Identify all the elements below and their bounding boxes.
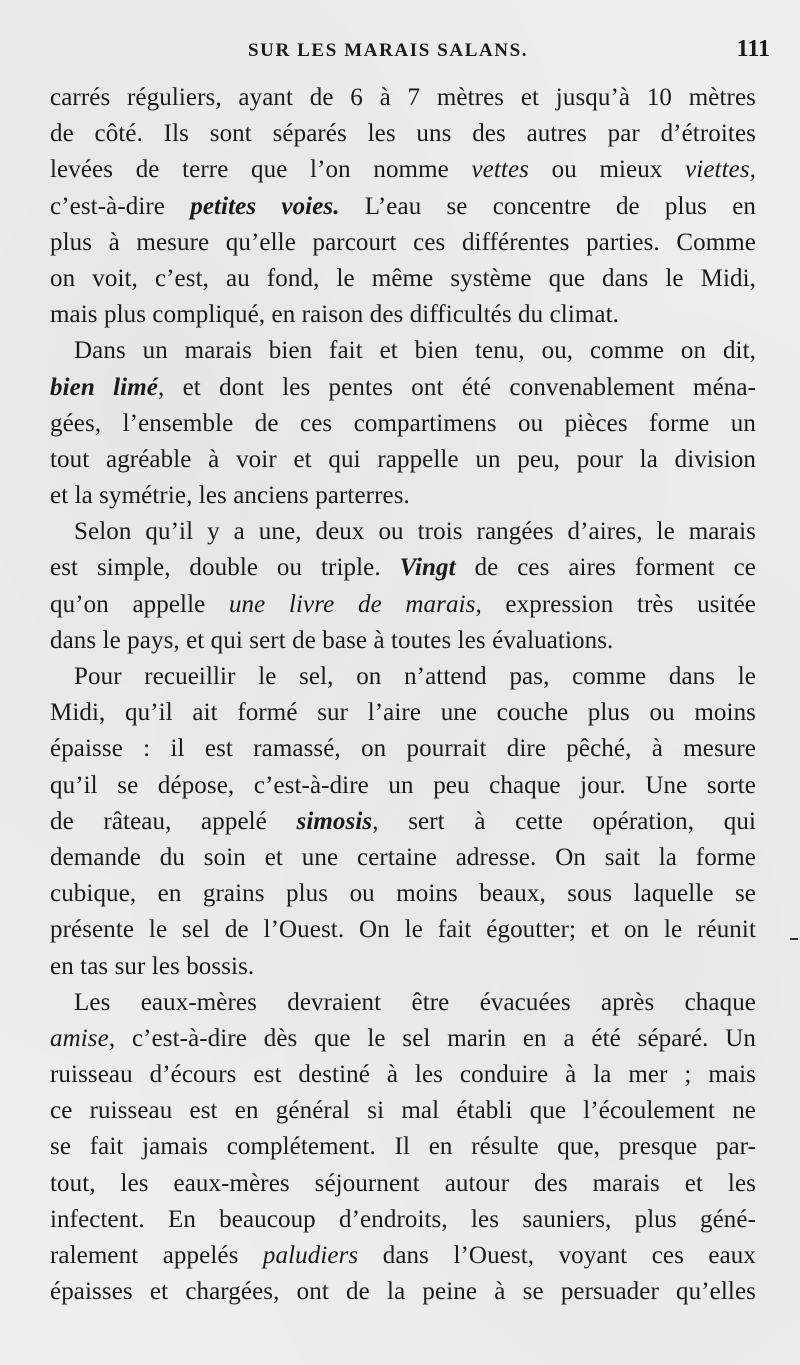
- text-line: se fait jamais complétement. Il en résulte que, presque par-: [50, 1133, 756, 1161]
- text-fragment: , sert à cette opération, qui: [372, 807, 756, 835]
- text-line: tout agréable à voir et qui rappelle un peu, pour la division: [50, 445, 756, 473]
- text-line: demande du soin et une certaine adresse. On sait la forme: [50, 843, 756, 871]
- text-line: Les eaux-mères devraient être évacuées après chaque: [74, 988, 756, 1016]
- text-fragment: levées de terre que l’on nomme: [50, 156, 449, 184]
- italic-term: viettes,: [685, 156, 757, 184]
- italic-term: une livre de marais,: [228, 590, 482, 618]
- italic-term: simosis: [296, 807, 373, 835]
- text-fragment: de râteau, appelé: [50, 807, 267, 835]
- text-line: [50, 550, 756, 586]
- text-fragment: ralement appelés: [50, 1242, 239, 1269]
- text-line: [50, 152, 756, 188]
- text-line: qu’il se dépose, c’est-à-dire un peu chaque jour. Une sorte: [50, 771, 756, 799]
- text-line: plus à mesure qu’elle parcourt ces différentes parties. Comme: [50, 228, 756, 256]
- text-line: on voit, c’est, au fond, le même système que dans le Midi,: [50, 264, 756, 292]
- text-fragment: dans l’Ouest, voyant ces eaux: [382, 1242, 756, 1269]
- italic-term: vettes: [471, 156, 529, 184]
- text-line: [50, 1238, 756, 1274]
- text-line: ruisseau d’écours est destiné à les conduire à la mer ; mais: [50, 1061, 756, 1089]
- text-line: [50, 804, 756, 840]
- text-line: [50, 1021, 756, 1057]
- text-line: dans le pays, et qui sert de base à toutes les évaluations.: [50, 626, 614, 654]
- page-number: 111: [736, 36, 770, 62]
- text-fragment: L’eau se concentre de plus en: [364, 192, 756, 220]
- italic-term: paludiers: [262, 1242, 359, 1269]
- text-fragment: expression très usitée: [505, 590, 756, 618]
- italic-term: petites voies.: [190, 192, 340, 220]
- running-title: SUR LES MARAIS SALANS.: [248, 40, 529, 61]
- text-fragment: , et dont les pentes ont été convenablement ména-: [157, 373, 756, 401]
- italic-term: Vingt: [399, 554, 456, 582]
- text-line: présente le sel de l’Ouest. On le fait égoutter; et on le réunit: [50, 916, 756, 944]
- body-text: [50, 80, 756, 1310]
- text-fragment: qu’on appelle: [50, 590, 206, 618]
- text-line: [50, 189, 756, 225]
- text-fragment: ou mieux: [551, 156, 663, 184]
- text-line: et la symétrie, les anciens parterres.: [50, 482, 410, 510]
- italic-term: amise: [50, 1024, 109, 1052]
- text-fragment: de ces aires forment ce: [474, 554, 756, 582]
- text-line: mais plus compliqué, en raison des difficultés du climat.: [50, 301, 620, 329]
- text-line: épaisse : il est ramassé, on pourrait dire pêché, à mesure: [50, 735, 756, 763]
- text-line: carrés réguliers, ayant de 6 à 7 mètres et jusqu’à 10 mètres: [50, 84, 756, 111]
- text-line: [50, 370, 756, 406]
- text-line: tout, les eaux-mères séjournent autour des marais et les: [50, 1169, 756, 1197]
- text-line: en tas sur les bossis.: [50, 952, 255, 980]
- text-line: Selon qu’il y a une, deux ou trois rangées d’aires, le marais: [74, 518, 756, 546]
- text-line: de côté. Ils sont séparés les uns des autres par d’étroites: [50, 120, 756, 148]
- text-fragment: est simple, double ou triple.: [50, 554, 381, 582]
- text-line: Pour recueillir le sel, on n’attend pas, comme dans le: [74, 663, 756, 690]
- text-fragment: c’est-à-dire: [50, 192, 166, 220]
- text-fragment: , c’est-à-dire dès que le sel marin en a été séparé. Un: [108, 1024, 756, 1052]
- text-line: cubique, en grains plus ou moins beaux, sous laquelle se: [50, 880, 756, 908]
- text-line: [50, 587, 756, 623]
- text-line: infectent. En beaucoup d’endroits, les sauniers, plus géné-: [50, 1205, 756, 1233]
- italic-term: bien limé: [50, 373, 158, 401]
- text-line: épaisses et chargées, ont de la peine à se persuader qu’elles: [50, 1278, 756, 1306]
- text-line: Dans un marais bien fait et bien tenu, ou, comme on dit,: [74, 337, 756, 365]
- text-line: gées, l’ensemble de ces compartimens ou pièces forme un: [50, 409, 756, 437]
- text-line: ce ruisseau est en général si mal établi que l’écoulement ne: [50, 1097, 756, 1125]
- margin-mark: [790, 938, 798, 940]
- running-head: [0, 36, 800, 74]
- text-line: Midi, qu’il ait formé sur l’aire une couche plus ou moins: [50, 699, 756, 727]
